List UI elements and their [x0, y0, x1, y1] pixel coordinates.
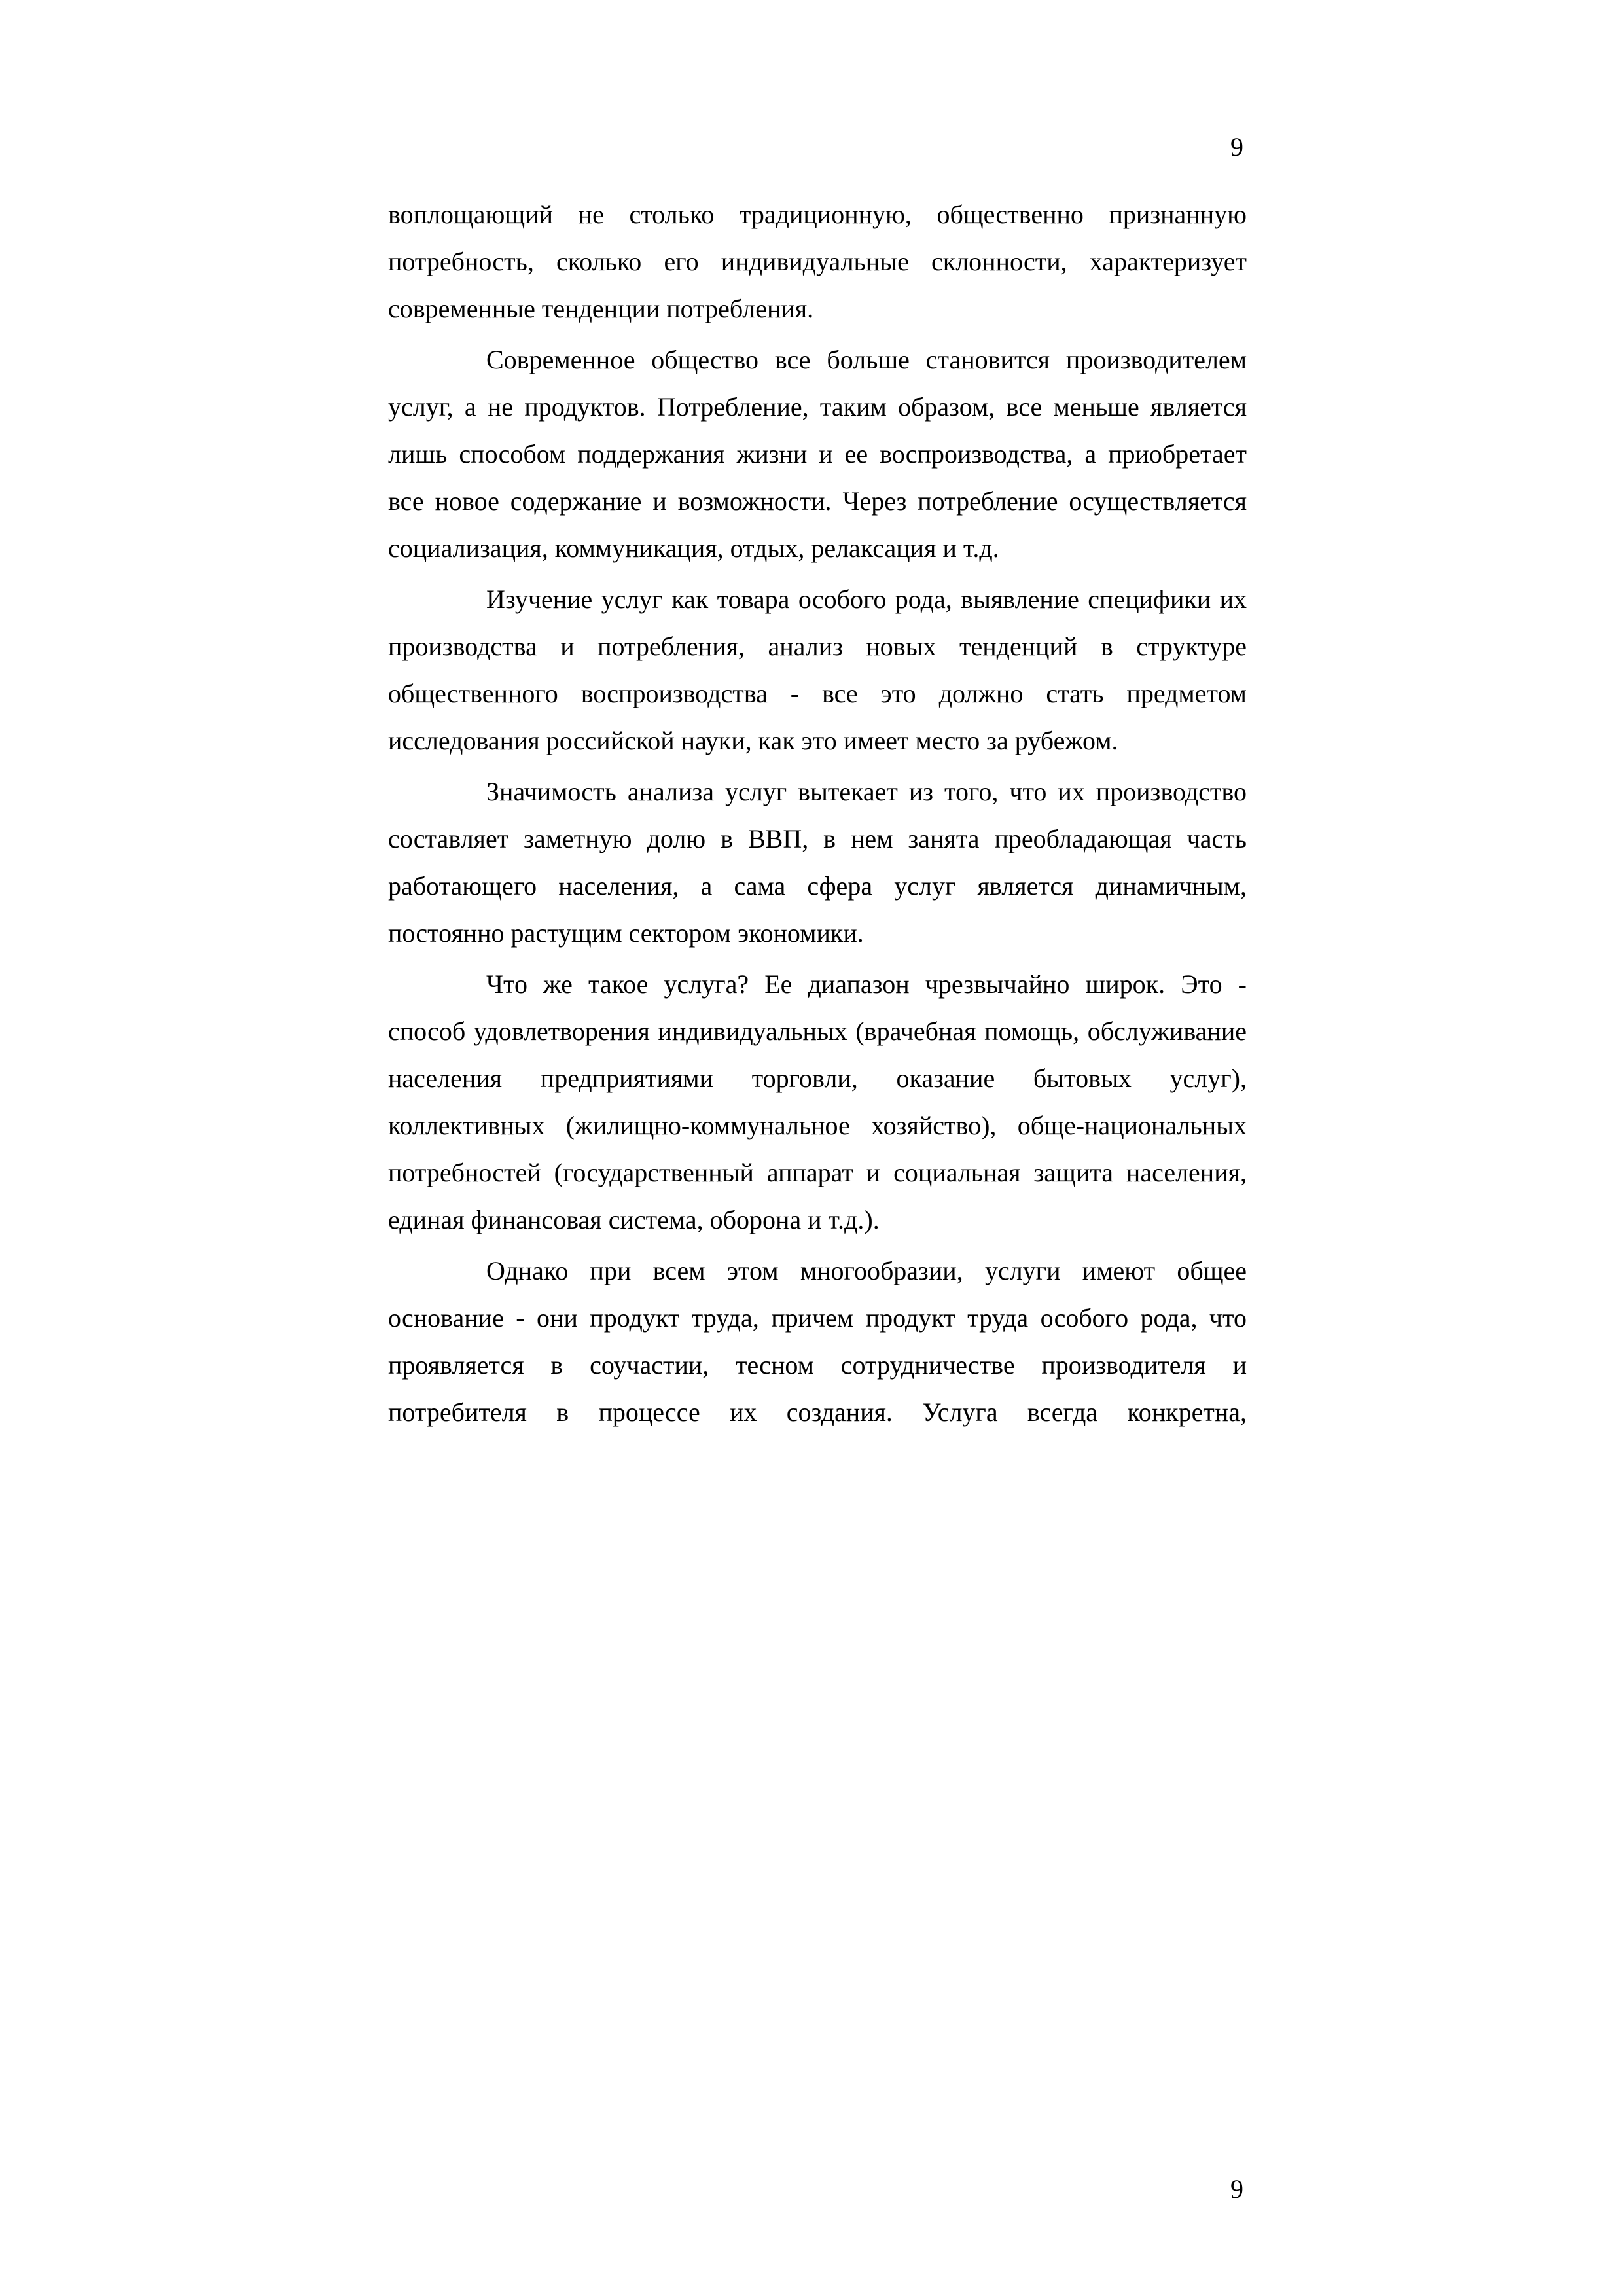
page-number-bottom: 9	[1230, 2174, 1243, 2204]
paragraph-modern-society: Современное общество все больше становится производителем услуг, а не продуктов. Потребление, таким образом, все меньше является лишь способом поддержания жизни и ее воспроизводства, а приобретает все новое содержание и возможности. Через потребление осуществляется социализация, коммуникация, отдых, релаксация и т.д.	[388, 345, 1247, 563]
paragraph-common-basis: Однако при всем этом многообразии, услуги имеют общее основание - они продукт труда, причем продукт труда особого рода, что проявляется в соучастии, тесном сотрудничестве производителя и потребителя в процессе их создания. Услуга всегда конкретна,	[388, 1256, 1247, 1427]
page-number-top: 9	[1230, 132, 1243, 162]
body-text	[388, 191, 1247, 1440]
paragraph-what-is-service: Что же такое услуга? Ее диапазон чрезвычайно широк. Это - способ удовлетворения индивидуальных (врачебная помощь, обслуживание населения предприятиями торговли, оказание бытовых услуг), коллективных (жилищно-коммунальное хозяйство), обще-национальных потребностей (государственный аппарат и социальная защита населения, единая финансовая система, оборона и т.д.).	[388, 969, 1247, 1234]
paragraph-significance: Значимость анализа услуг вытекает из того, что их производство составляет заметную долю в ВВП, в нем занята преобладающая часть работающего населения, а сама сфера услуг является динамичным, постоянно растущим сектором экономики.	[388, 777, 1247, 948]
paragraph-study-of-services: Изучение услуг как товара особого рода, выявление специфики их производства и потребления, анализ новых тенденций в структуре общественного воспроизводства - все это должно стать предметом исследования российской науки, как это имеет место за рубежом.	[388, 584, 1247, 755]
paragraph-continuation: воплощающий не столько традиционную, общественно признанную потребность, сколько его индивидуальные склонности, характеризует современные тенденции потребления.	[388, 200, 1247, 323]
